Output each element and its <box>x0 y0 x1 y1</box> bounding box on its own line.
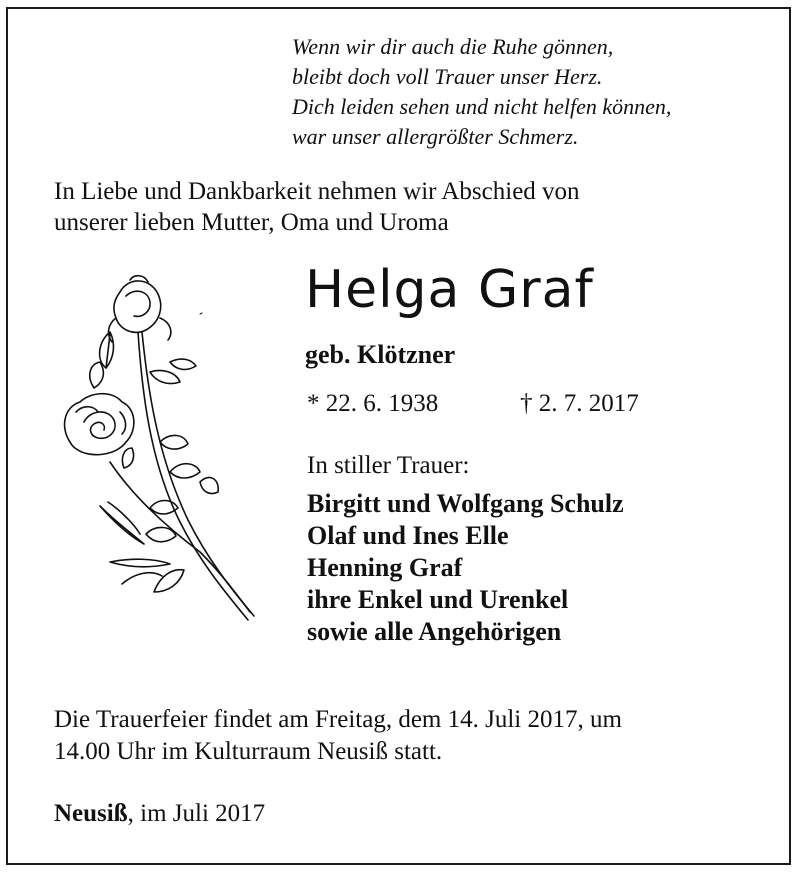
service-info <box>54 704 622 768</box>
mourner-name: Olaf und Ines Elle <box>307 521 509 550</box>
intro-line: In Liebe und Dankbarkeit nehmen wir Abschied von <box>54 178 580 205</box>
intro-line: unserer lieben Mutter, Oma und Uroma <box>54 209 449 236</box>
place-name: Neusiß <box>54 800 128 827</box>
birth-date: * 22. 6. 1938 <box>307 390 439 417</box>
intro-text <box>54 176 580 238</box>
mourner-name: Henning Graf <box>307 553 463 582</box>
poem-line: bleibt doch voll Trauer unser Herz. <box>292 64 603 89</box>
mourners-label: In stiller Trauer: <box>307 452 470 479</box>
service-line: 14.00 Uhr im Kulturraum Neusiß statt. <box>54 738 443 765</box>
poem <box>292 32 671 152</box>
mourner-name: ihre Enkel und Urenkel <box>307 585 569 614</box>
mourner-name: sowie alle Angehörigen <box>307 617 562 646</box>
poem-line: Dich leiden sehen und nicht helfen können, <box>292 94 672 119</box>
service-line: Die Trauerfeier findet am Freitag, dem 14. Juli 2017, um <box>54 706 622 733</box>
rose-illustration-icon <box>50 272 260 632</box>
deceased-name: Helga Graf <box>305 260 594 320</box>
place-date-text: , im Juli 2017 <box>127 800 266 827</box>
birth-name: geb. Klötzner <box>305 340 456 369</box>
poem-line: war unser allergrößter Schmerz. <box>292 124 579 149</box>
death-date: † 2. 7. 2017 <box>520 390 639 417</box>
mourner-name: Birgitt und Wolfgang Schulz <box>307 489 624 518</box>
poem-line: Wenn wir dir auch die Ruhe gönnen, <box>292 34 614 59</box>
place-date <box>54 800 265 828</box>
mourners-list <box>307 488 624 648</box>
